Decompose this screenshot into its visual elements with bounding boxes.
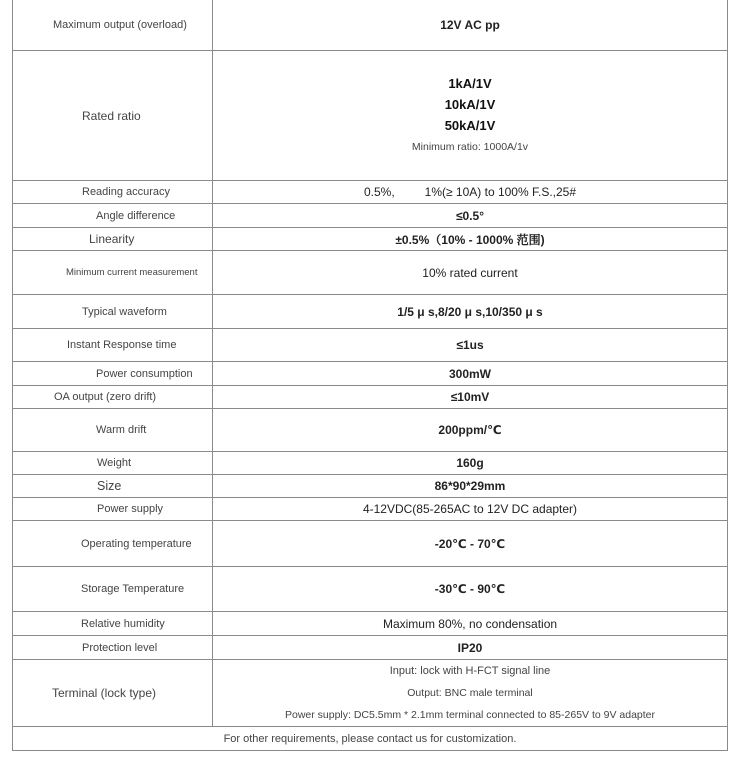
table-row xyxy=(13,181,728,204)
spec-table xyxy=(12,0,728,751)
ratio-10ka: 10kA/1V xyxy=(444,97,496,112)
table-row xyxy=(13,452,728,475)
ratio-minimum-note: Minimum ratio: 1000A/1v xyxy=(411,141,529,153)
row-value: 1/5 μ s,8/20 μ s,10/350 μ s xyxy=(213,295,728,329)
row-label: Typical waveform xyxy=(13,295,213,329)
row-value: ≤1us xyxy=(213,329,728,362)
table-row xyxy=(13,0,728,51)
row-label: Terminal (lock type) xyxy=(13,660,213,727)
row-value: -20℃ - 70℃ xyxy=(213,521,728,567)
row-label: Linearity xyxy=(13,228,213,251)
row-value: 10% rated current xyxy=(213,251,728,295)
row-value: ±0.5%（10% - 1000% 范围) xyxy=(213,228,728,251)
table-row xyxy=(13,660,728,727)
row-label: Size xyxy=(13,475,213,498)
accuracy-part-b: 1%(≥ 10A) to 100% F.S.,25# xyxy=(424,185,577,199)
row-value: ≤0.5° xyxy=(213,204,728,228)
row-value xyxy=(213,660,728,727)
table-row xyxy=(13,362,728,386)
table-row xyxy=(13,498,728,521)
accuracy-part-a: 0.5%, xyxy=(363,185,395,199)
table-row xyxy=(13,51,728,181)
table-row xyxy=(13,727,728,751)
row-value: IP20 xyxy=(213,636,728,660)
row-value: -30℃ - 90℃ xyxy=(213,567,728,612)
row-label: Storage Temperature xyxy=(13,567,213,612)
row-label: Reading accuracy xyxy=(13,181,213,204)
customization-note: For other requirements, please contact us for customization. xyxy=(13,727,728,751)
ratio-1ka: 1kA/1V xyxy=(448,76,492,91)
row-label: Protection level xyxy=(13,636,213,660)
row-label: Minimum current measurement xyxy=(13,251,213,295)
row-value: 200ppm/℃ xyxy=(213,409,728,452)
row-value: ≤10mV xyxy=(213,386,728,409)
row-value: Maximum 80%, no condensation xyxy=(213,612,728,636)
table-row xyxy=(13,386,728,409)
terminal-output: Output: BNC male terminal xyxy=(407,687,533,699)
table-row xyxy=(13,567,728,612)
row-value xyxy=(213,51,728,181)
table-row xyxy=(13,612,728,636)
row-label: Relative humidity xyxy=(13,612,213,636)
row-value xyxy=(213,181,728,204)
row-label: Weight xyxy=(13,452,213,475)
row-value: 4-12VDC(85-265AC to 12V DC adapter) xyxy=(213,498,728,521)
row-label: Angle difference xyxy=(13,204,213,228)
terminal-power-supply: Power supply: DC5.5mm * 2.1mm terminal connected to 85-265V to 9V adapter xyxy=(284,709,656,721)
table-row xyxy=(13,636,728,660)
row-value: 160g xyxy=(213,452,728,475)
table-row xyxy=(13,475,728,498)
row-label: OA output (zero drift) xyxy=(13,386,213,409)
ratio-50ka: 50kA/1V xyxy=(444,118,496,133)
row-value: 12V AC pp xyxy=(213,0,728,51)
row-label: Power consumption xyxy=(13,362,213,386)
table-row xyxy=(13,329,728,362)
row-value: 86*90*29mm xyxy=(213,475,728,498)
terminal-input: Input: lock with H-FCT signal line xyxy=(389,665,551,677)
row-label: Instant Response time xyxy=(13,329,213,362)
table-row xyxy=(13,251,728,295)
row-label: Operating temperature xyxy=(13,521,213,567)
row-label: Warm drift xyxy=(13,409,213,452)
row-label: Rated ratio xyxy=(13,51,213,181)
row-value: 300mW xyxy=(213,362,728,386)
table-row xyxy=(13,409,728,452)
table-row xyxy=(13,521,728,567)
row-label: Power supply xyxy=(13,498,213,521)
table-row xyxy=(13,228,728,251)
table-row xyxy=(13,204,728,228)
row-label: Maximum output (overload) xyxy=(13,0,213,51)
table-row xyxy=(13,295,728,329)
